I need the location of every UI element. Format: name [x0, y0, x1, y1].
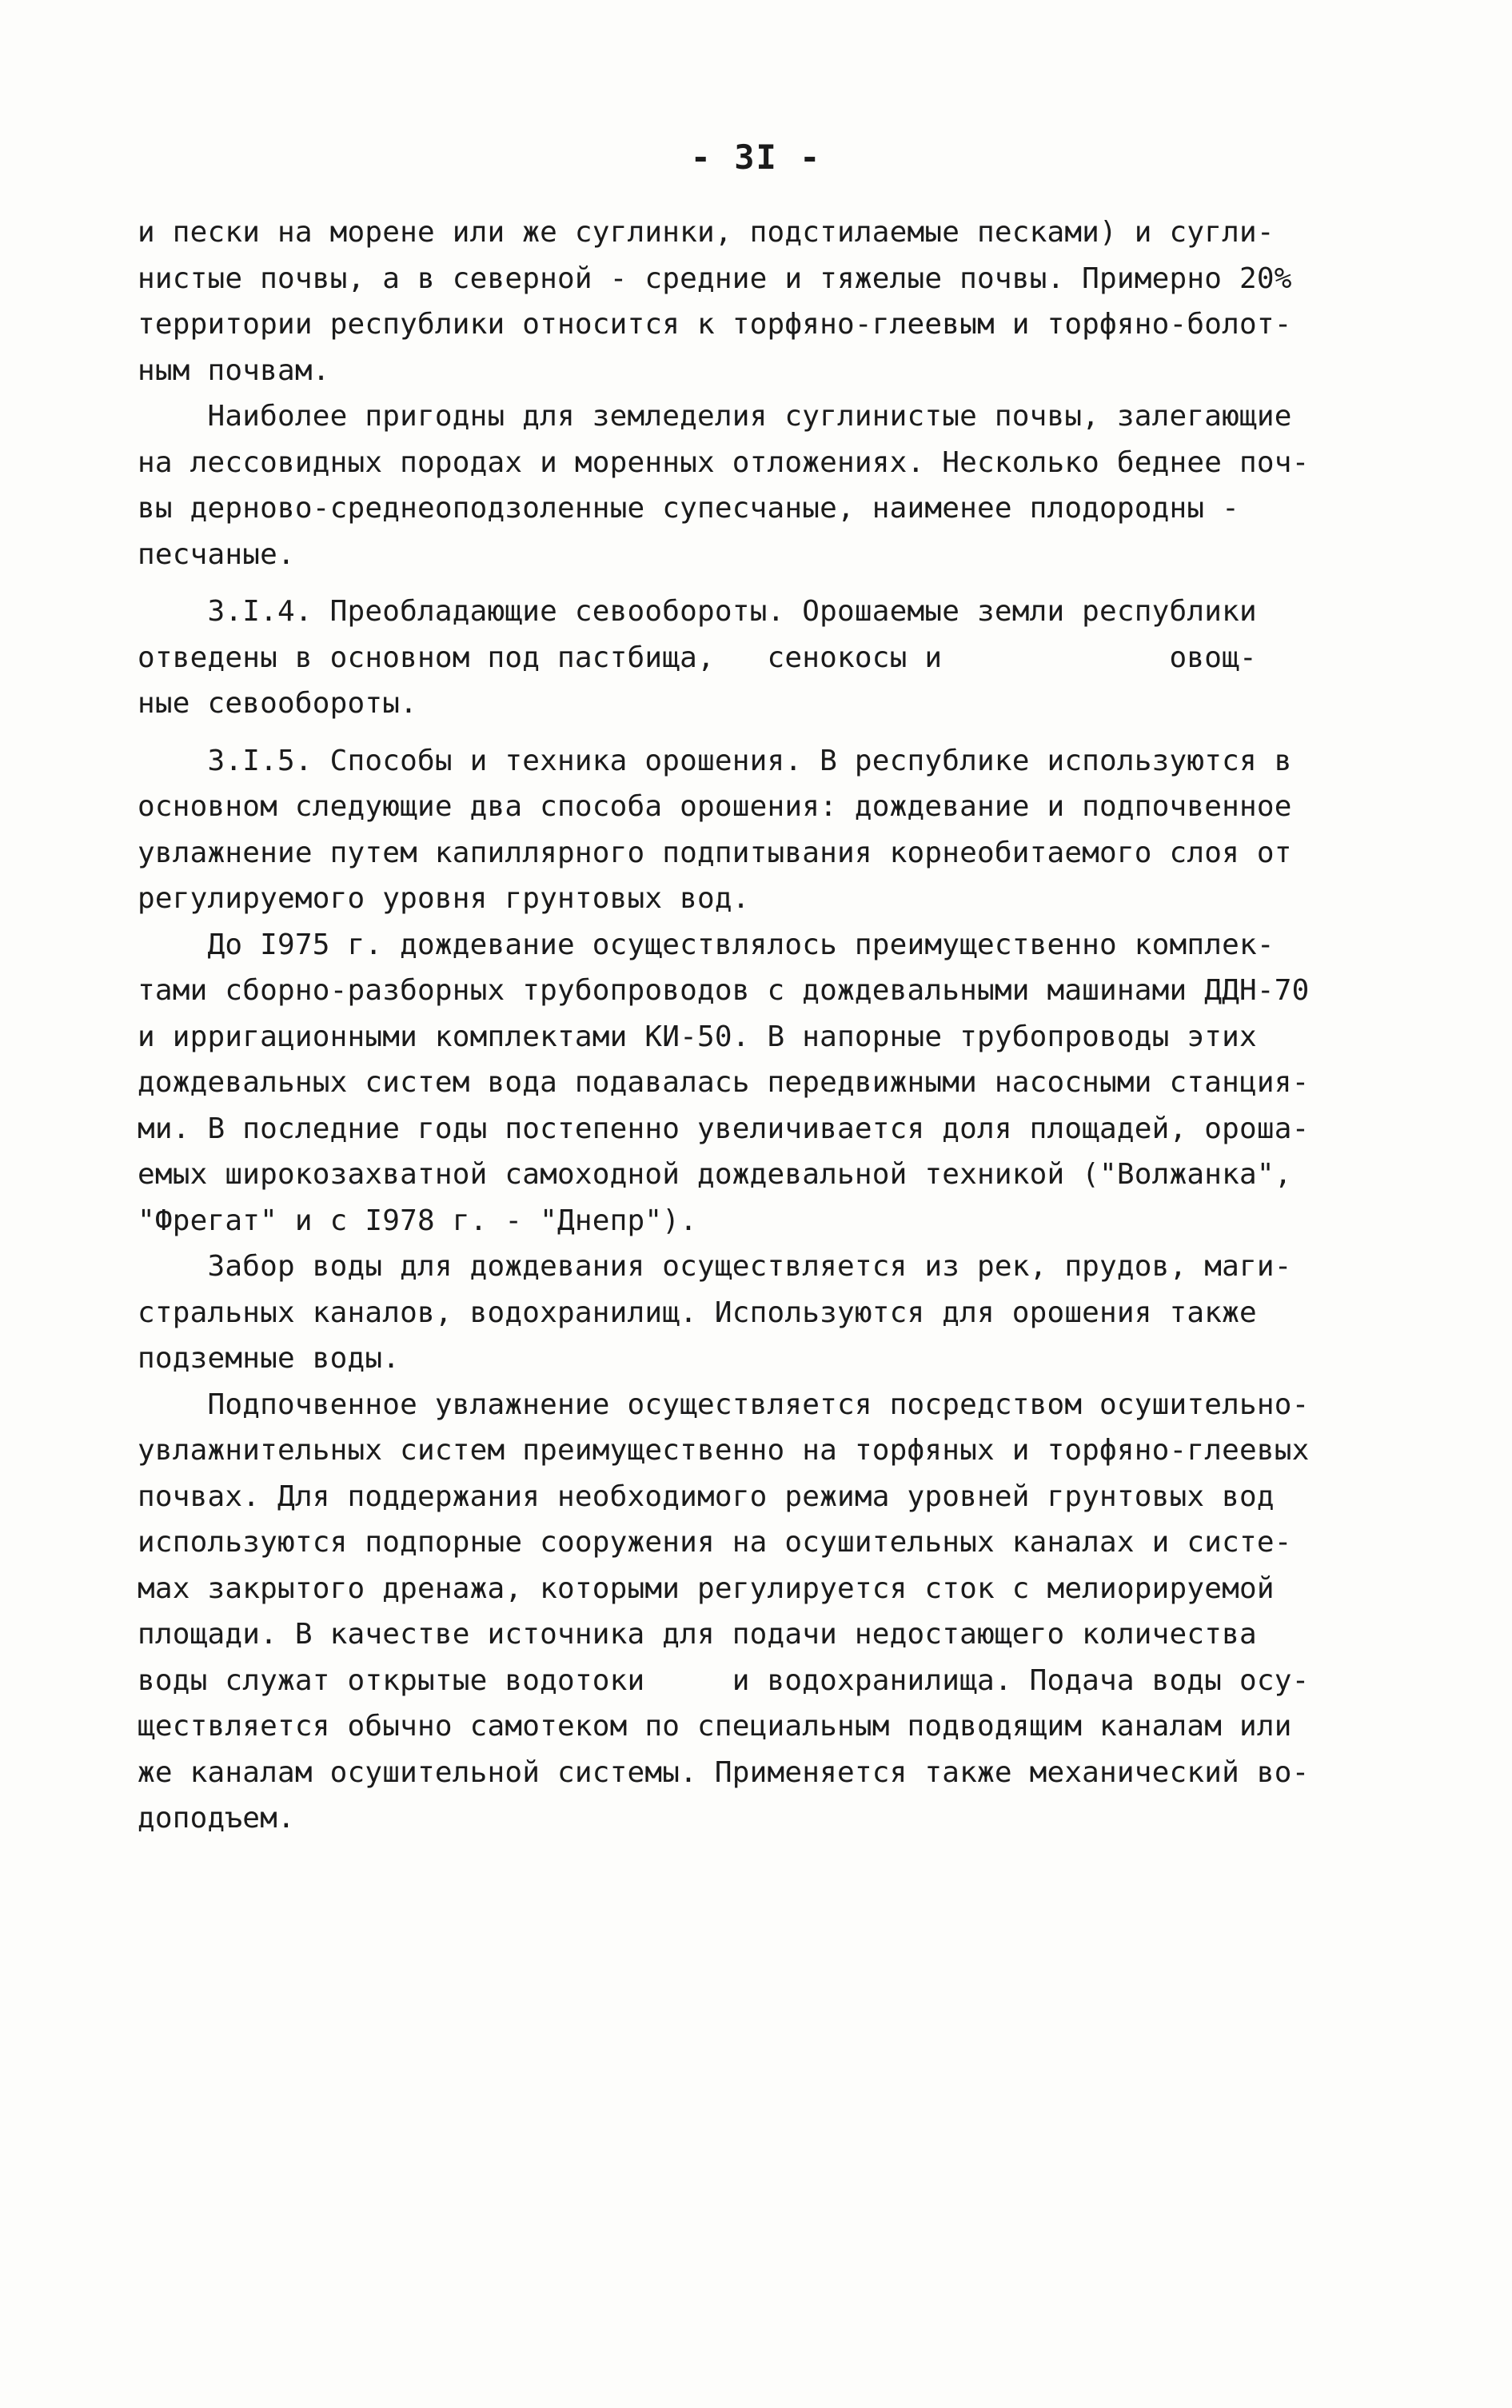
- text-line: основном следующие два способа орошения: дождевание и подпочвенное: [138, 790, 1292, 823]
- text-line: регулируемого уровня грунтовых вод.: [138, 882, 750, 915]
- text-line: и ирригационными комплектами КИ-50. В напорные трубопроводы этих: [138, 1020, 1257, 1053]
- text-line: используются подпорные сооружения на осушительных каналах и систе-: [138, 1526, 1292, 1559]
- text-line: 3.I.4. Преобладающие севообороты. Орошаемые земли республики: [138, 595, 1257, 628]
- paragraph: [138, 922, 1385, 1244]
- text-line: почвах. Для поддержания необходимого режима уровней грунтовых вод: [138, 1480, 1275, 1513]
- text-line: увлажнение путем капиллярного подпитывания корнеобитаемого слоя от: [138, 836, 1292, 869]
- paragraph-gap: [138, 577, 1385, 589]
- paragraph-gap: [138, 727, 1385, 738]
- text-line: Забор воды для дождевания осуществляется из рек, прудов, маги-: [138, 1250, 1292, 1283]
- text-line: ми. В последние годы постепенно увеличивается доля площадей, ороша-: [138, 1112, 1310, 1145]
- text-line: емых широкозахватной самоходной дождевальной техникой ("Волжанка",: [138, 1158, 1292, 1191]
- text-line: площади. В качестве источника для подачи недостающего количества: [138, 1618, 1257, 1651]
- text-line: подземные воды.: [138, 1342, 401, 1375]
- text-line: увлажнительных систем преимущественно на торфяных и торфяно-глеевых: [138, 1434, 1310, 1467]
- text-line: мах закрытого дренажа, которыми регулируется сток с мелиорируемой: [138, 1571, 1275, 1605]
- text-line: ным почвам.: [138, 353, 330, 387]
- paragraph: [138, 589, 1385, 727]
- text-line: Подпочвенное увлажнение осуществляется посредством осушительно-: [138, 1388, 1310, 1421]
- text-line: До I975 г. дождевание осуществлялось преимущественно комплек-: [138, 928, 1275, 961]
- text-line: ные севообороты.: [138, 687, 417, 720]
- text-line: отведены в основном под пастбища, сенокосы и овощ-: [138, 641, 1257, 674]
- paragraph: [138, 1244, 1385, 1382]
- text-body: [138, 210, 1385, 1842]
- text-line: Наиболее пригодны для земледелия суглинистые почвы, залегающие: [138, 400, 1292, 433]
- text-line: доподъем.: [138, 1802, 295, 1835]
- text-line: 3.I.5. Способы и техника орошения. В республике используются в: [138, 744, 1292, 777]
- paragraph: [138, 1382, 1385, 1842]
- text-line: же каналам осушительной системы. Применяется также механический во-: [138, 1755, 1310, 1789]
- text-line: "Фрегат" и с I978 г. - "Днепр").: [138, 1204, 697, 1237]
- text-line: вы дерново-среднеоподзоленные супесчаные, наименее плодородны -: [138, 492, 1240, 525]
- text-line: песчаные.: [138, 537, 295, 571]
- text-line: территории республики относится к торфяно-глеевым и торфяно-болот-: [138, 308, 1292, 341]
- text-line: нистые почвы, а в северной - средние и тяжелые почвы. Примерно 20%: [138, 262, 1292, 295]
- paragraph: [138, 393, 1385, 577]
- text-line: тами сборно-разборных трубопроводов с дождевальными машинами ДДН-70: [138, 974, 1310, 1007]
- paragraph: [138, 210, 1385, 393]
- text-line: воды служат открытые водотоки и водохранилища. Подача воды осу-: [138, 1663, 1310, 1697]
- text-line: ществляется обычно самотеком по специальным подводящим каналам или: [138, 1710, 1292, 1743]
- text-line: дождевальных систем вода подавалась передвижными насосными станция-: [138, 1066, 1310, 1099]
- text-line: и пески на морене или же суглинки, подстилаемые песками) и сугли-: [138, 216, 1275, 249]
- text-line: стральных каналов, водохранилищ. Используются для орошения также: [138, 1296, 1257, 1329]
- paragraph: [138, 738, 1385, 922]
- page-number: - 3I -: [690, 138, 822, 177]
- text-line: на лессовидных породах и моренных отложениях. Несколько беднее поч-: [138, 445, 1310, 479]
